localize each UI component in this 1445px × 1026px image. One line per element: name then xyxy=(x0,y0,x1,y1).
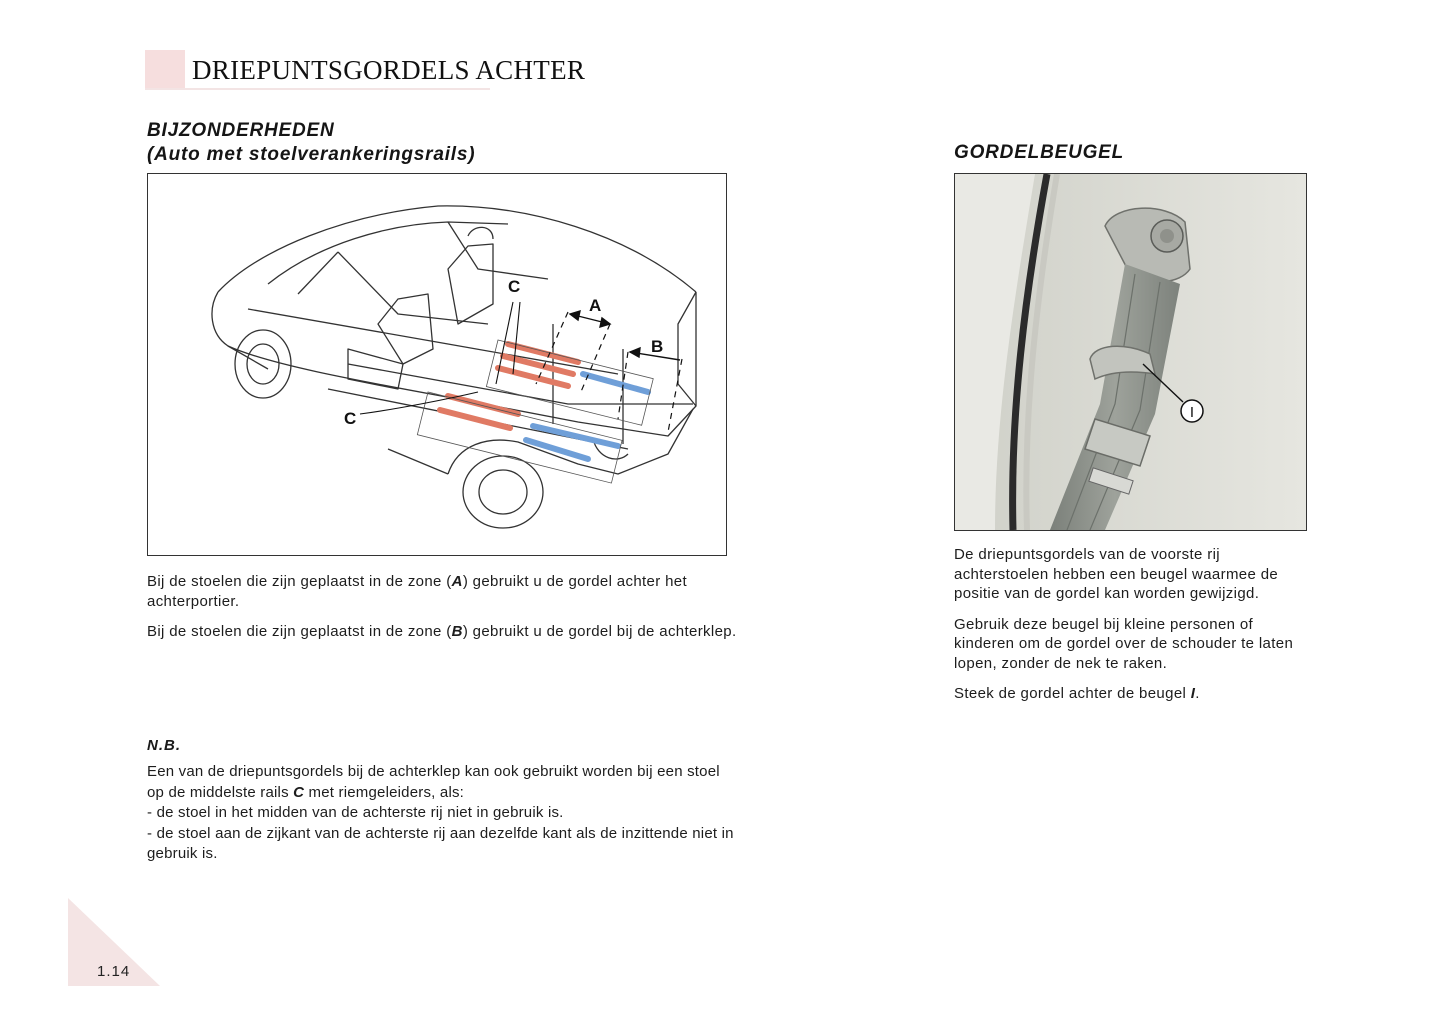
figure-label-i: I xyxy=(1189,404,1195,421)
page-title: DRIEPUNTSGORDELS ACHTER xyxy=(192,55,586,85)
figure-label-a: A xyxy=(589,296,602,315)
left-body-text xyxy=(147,572,737,653)
title-accent-tab xyxy=(145,50,185,88)
page-number: 1.14 xyxy=(97,963,131,980)
belt-guide-drawing xyxy=(955,174,1306,530)
section-heading-bijzonderheden: BIJZONDERHEDEN xyxy=(147,120,335,141)
key-i: I xyxy=(1190,685,1196,702)
nb-heading: N.B. xyxy=(147,737,181,754)
nb-bullet-1: - de stoel in het midden van de achterste rij niet in gebruik is. xyxy=(147,804,564,821)
rails-front-zone xyxy=(440,344,578,428)
belt-guide-photo xyxy=(954,173,1307,531)
section-heading-gordelbeugel: GORDELBEUGEL xyxy=(954,142,1125,163)
rear-wheel xyxy=(463,456,543,528)
car-roof-line xyxy=(218,206,696,292)
nb-intro: Een van de driepuntsgordels bij de achterklep kan ook gebruikt worden bij een stoel op de middelste rails C met riemgeleiders, als: xyxy=(147,763,720,801)
right-body-text xyxy=(954,545,1310,715)
rails-rear-zone xyxy=(526,374,648,459)
key-c: C xyxy=(293,783,305,801)
zone-a-paragraph: Bij de stoelen die zijn geplaatst in de zone (A) gebruikt u de gordel achter het achterportier. xyxy=(147,573,687,610)
figure-label-c-bottom: C xyxy=(344,409,357,428)
car-rails-drawing xyxy=(148,174,726,555)
key-b: B xyxy=(451,623,463,640)
front-seat xyxy=(378,294,433,364)
key-a: A xyxy=(451,573,463,590)
second-seat xyxy=(448,244,493,324)
section-subheading-rails: (Auto met stoelverankeringsrails) xyxy=(147,144,476,165)
belt-guide-paragraph-3: Steek de gordel achter de beugel I. xyxy=(954,685,1200,702)
belt-guide-paragraph-1: De driepuntsgordels van de voorste rij achterstoelen hebben een beugel waarmee de positie van de gordel kan worden gewijzigd. xyxy=(954,546,1279,602)
figure-label-b: B xyxy=(651,337,664,356)
figure-label-c-top: C xyxy=(508,277,521,296)
title-underline xyxy=(145,88,490,90)
nb-bullet-2: - de stoel aan de zijkant van de achterste rij aan dezelfde kant als de inzittende niet in gebruik is. xyxy=(147,824,734,862)
zone-b-paragraph: Bij de stoelen die zijn geplaatst in de zone (B) gebruikt u de gordel bij de achterklep. xyxy=(147,623,737,640)
car-rails-illustration xyxy=(147,173,727,556)
nb-text xyxy=(147,762,737,865)
belt-guide-paragraph-2: Gebruik deze beugel bij kleine personen of kinderen om de gordel over de schouder te laten lopen, zonder de nek te raken. xyxy=(954,615,1294,672)
